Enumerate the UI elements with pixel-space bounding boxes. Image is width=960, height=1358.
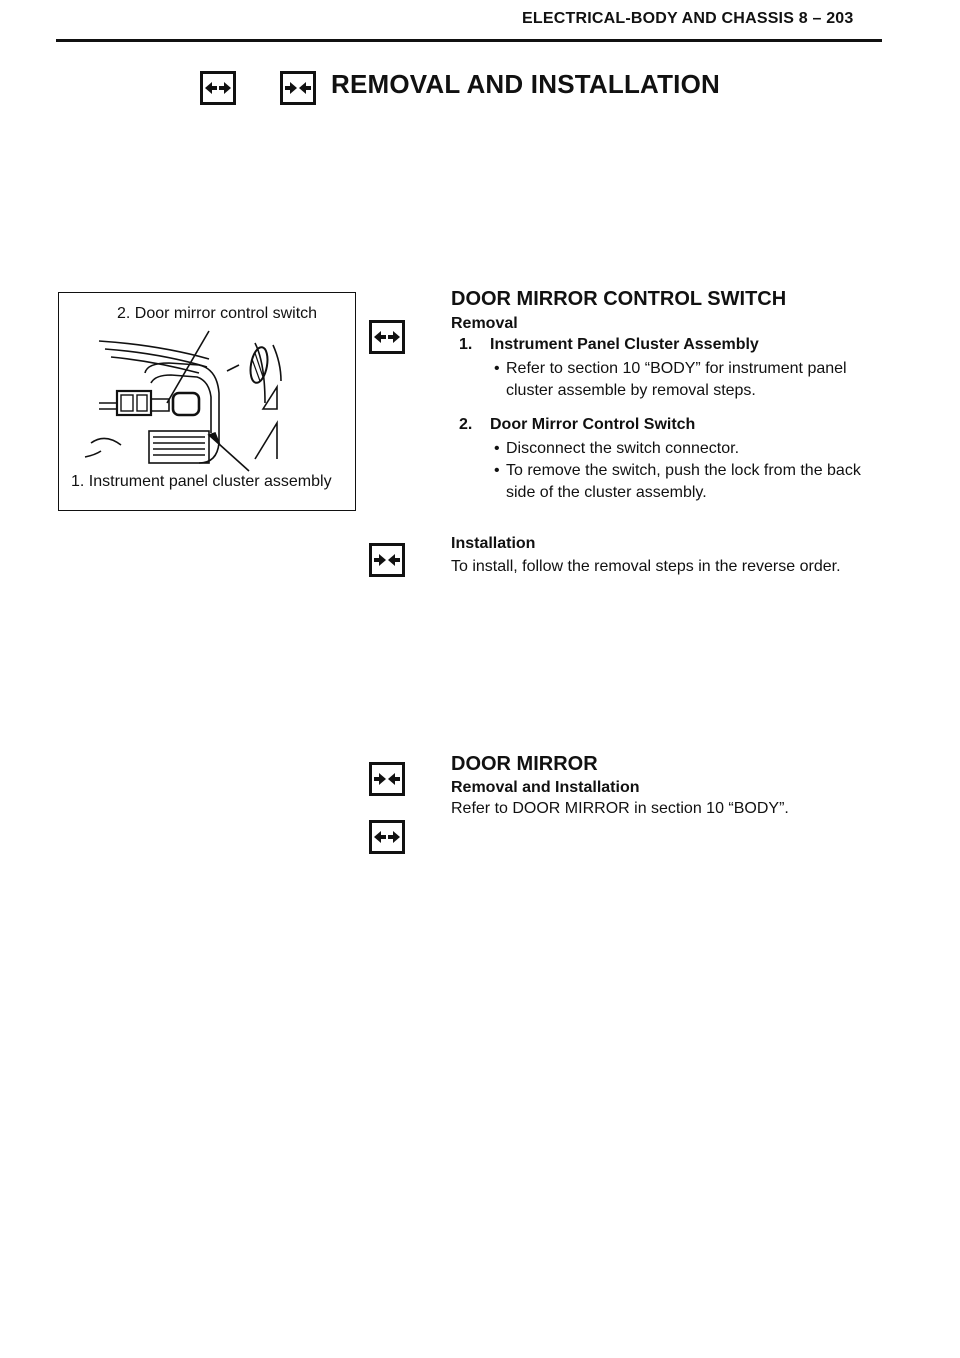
bullet-text-continued: cluster assemble by removal steps. [506, 382, 756, 399]
installation-text: To install, follow the removal steps in the reverse order. [451, 558, 841, 575]
reference-text: Refer to DOOR MIRROR in section 10 “BODY”. [451, 800, 789, 817]
figure-label-switch: 2. Door mirror control switch [117, 305, 318, 322]
section-title-switch: DOOR MIRROR CONTROL SWITCH [451, 288, 787, 310]
page-header: ELECTRICAL-BODY AND CHASSIS 8 – 203 [522, 10, 854, 27]
removal-icon [200, 71, 236, 105]
figure-instrument-panel [58, 292, 356, 511]
bullet-text: • To remove the switch, push the lock from the back [506, 462, 861, 480]
bullet-text: • Disconnect the switch connector. [506, 440, 739, 458]
figure-label-cluster: 1. Instrument panel cluster assembly [71, 473, 332, 490]
step-number: 2. [459, 416, 473, 433]
removal-installation-heading: Removal and Installation [451, 779, 640, 796]
bullet-text: • Refer to section 10 “BODY” for instrument panel [506, 360, 847, 378]
section-title-mirror: DOOR MIRROR [451, 753, 598, 775]
removal-icon [369, 820, 405, 854]
installation-icon [280, 71, 316, 105]
step-title: Instrument Panel Cluster Assembly [490, 336, 759, 353]
step-number: 1. [459, 336, 473, 353]
installation-icon [369, 762, 405, 796]
header-rule [56, 39, 882, 42]
removal-heading: Removal [451, 315, 518, 332]
page-title: REMOVAL AND INSTALLATION [331, 69, 720, 99]
installation-icon [369, 543, 405, 577]
installation-heading: Installation [451, 535, 536, 552]
step-title: Door Mirror Control Switch [490, 416, 696, 433]
bullet-text-continued: side of the cluster assembly. [506, 484, 707, 501]
removal-icon [369, 320, 405, 354]
